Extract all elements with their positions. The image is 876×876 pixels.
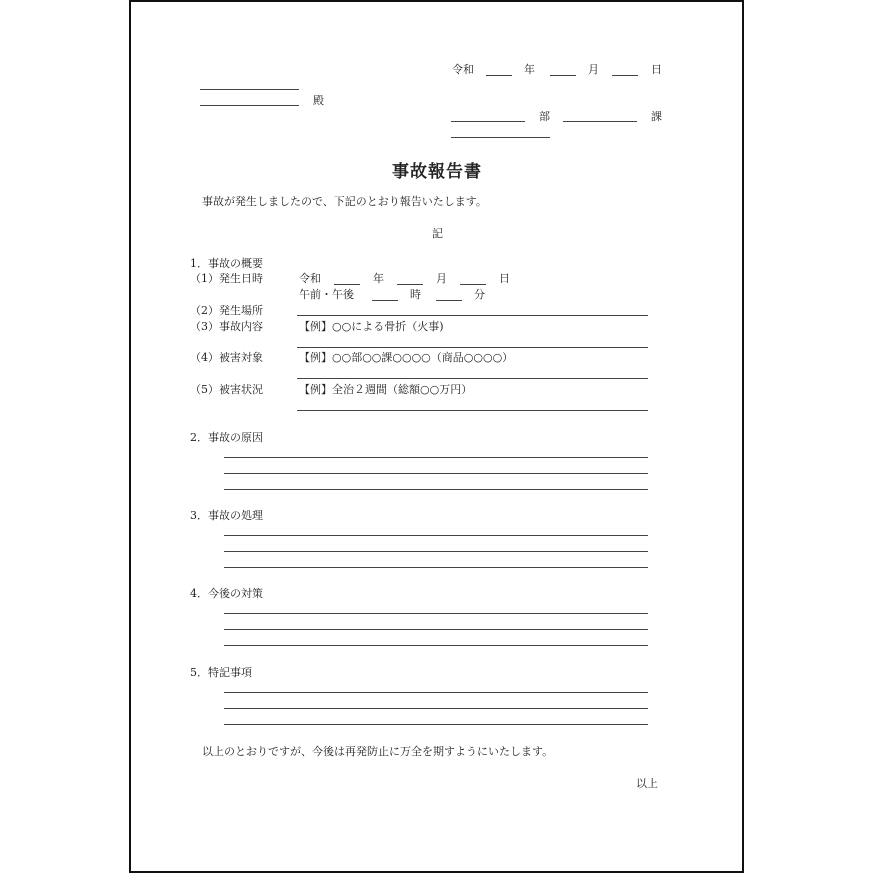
handling-line-3[interactable] — [224, 567, 648, 568]
occur-minute-blank[interactable] — [436, 300, 462, 301]
occur-day-blank[interactable] — [460, 284, 486, 285]
date-day-unit: 日 — [651, 63, 662, 76]
measures-line-2[interactable] — [224, 629, 648, 630]
date-day-blank[interactable] — [612, 75, 638, 76]
occur-year-unit: 年 — [373, 272, 384, 285]
datetime-label: （1）発生日時 — [190, 272, 263, 285]
measures-line-1[interactable] — [224, 613, 648, 614]
target-label: （4）被害対象 — [190, 351, 263, 364]
occur-era: 令和 — [299, 272, 321, 285]
remarks-line-1[interactable] — [224, 692, 648, 693]
status-example: 【例】全治２週間（総額○○万円） — [299, 383, 473, 396]
section2-heading: 2．事故の原因 — [190, 431, 263, 444]
remarks-line-3[interactable] — [224, 724, 648, 725]
section5-heading: 5．特記事項 — [190, 666, 252, 679]
handling-line-1[interactable] — [224, 535, 648, 536]
occur-minute-unit: 分 — [474, 288, 485, 301]
reporter-name-blank[interactable] — [451, 137, 550, 138]
cause-line-1[interactable] — [224, 457, 648, 458]
document-title: 事故報告書 — [392, 162, 482, 182]
content-label: （3）事故内容 — [190, 320, 263, 333]
section1-heading: 1．事故の概要 — [190, 257, 263, 270]
remarks-line-2[interactable] — [224, 708, 648, 709]
status-line[interactable] — [297, 410, 648, 411]
place-line[interactable] — [297, 315, 648, 316]
cause-line-3[interactable] — [224, 489, 648, 490]
target-line[interactable] — [297, 378, 648, 379]
section-blank[interactable] — [563, 121, 637, 122]
ki-mark: 記 — [432, 227, 443, 240]
target-example: 【例】○○部○○課○○○○（商品○○○○） — [299, 351, 514, 364]
section4-heading: 4．今後の対策 — [190, 587, 263, 600]
content-line[interactable] — [297, 347, 648, 348]
section3-heading: 3．事故の処理 — [190, 509, 263, 522]
closing-text: 以上のとおりですが、今後は再発防止に万全を期すようにいたします。 — [202, 745, 554, 758]
date-era: 令和 — [452, 63, 474, 76]
occur-year-blank[interactable] — [334, 284, 360, 285]
date-month-unit: 月 — [588, 63, 599, 76]
addressee-line-2[interactable] — [200, 105, 299, 106]
addressee-suffix: 殿 — [313, 94, 324, 107]
place-label: （2）発生場所 — [190, 304, 263, 317]
occur-ampm: 午前・午後 — [299, 288, 354, 301]
date-year-blank[interactable] — [486, 75, 512, 76]
occur-hour-blank[interactable] — [372, 300, 398, 301]
end-mark: 以上 — [636, 777, 658, 790]
occur-month-unit: 月 — [436, 272, 447, 285]
cause-line-2[interactable] — [224, 473, 648, 474]
status-label: （5）被害状況 — [190, 383, 263, 396]
dept-unit: 部 — [539, 110, 550, 123]
occur-day-unit: 日 — [499, 272, 510, 285]
addressee-line-1[interactable] — [200, 89, 299, 90]
date-month-blank[interactable] — [550, 75, 576, 76]
measures-line-3[interactable] — [224, 645, 648, 646]
date-year-unit: 年 — [524, 63, 535, 76]
content-example: 【例】○○による骨折（火事) — [299, 320, 444, 333]
occur-month-blank[interactable] — [397, 284, 423, 285]
intro-text: 事故が発生しましたので、下記のとおり報告いたします。 — [202, 195, 487, 208]
occur-hour-unit: 時 — [410, 288, 421, 301]
section-unit: 課 — [651, 110, 662, 123]
handling-line-2[interactable] — [224, 551, 648, 552]
dept-blank[interactable] — [451, 121, 525, 122]
